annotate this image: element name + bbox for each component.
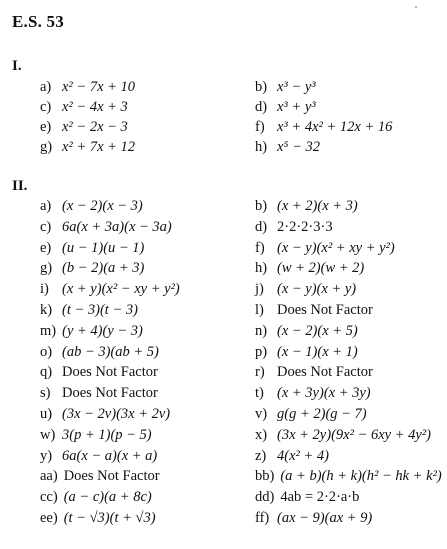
item-label: ff) [255, 510, 270, 526]
exercise-item [255, 469, 442, 484]
item-label: g) [40, 139, 53, 155]
item-expression: (3x + 2y)(9x² − 6xy + 4y²) [277, 426, 431, 443]
exercise-item [40, 140, 135, 155]
item-label: m) [40, 322, 57, 339]
page-title: E.S. 53 [12, 12, 64, 31]
item-label: t) [255, 385, 264, 402]
exercise-item [40, 469, 160, 484]
item-label: b) [255, 79, 268, 95]
item-label: ee) [40, 510, 58, 526]
item-label: f) [255, 119, 265, 135]
exercise-item [40, 199, 143, 214]
item-expression: (x − 2)(x + 5) [277, 322, 358, 339]
item-expression: (x + 2)(x + 3) [277, 198, 358, 214]
item-label: n) [255, 322, 268, 339]
item-label: y) [40, 447, 53, 464]
item-expression: x⁵ − 32 [277, 139, 321, 155]
exercise-item [255, 449, 329, 464]
item-expression: Does Not Factor [277, 364, 373, 381]
item-expression: (a + b)(h + k)(h² − hk + k²) [280, 468, 442, 485]
exercise-item [255, 199, 358, 214]
item-label: o) [40, 343, 53, 360]
item-label: aa) [40, 468, 58, 485]
item-label: a) [40, 79, 52, 95]
exercise-item [255, 365, 373, 380]
item-label: e) [40, 239, 52, 256]
exercise-item [255, 261, 364, 276]
exercise-item [255, 282, 356, 297]
item-expression: (x + y)(x² − xy + y²) [62, 281, 180, 298]
exercise-item [40, 220, 172, 235]
item-expression: (w + 2)(w + 2) [277, 260, 365, 277]
exercise-item [40, 282, 180, 297]
item-label: w) [40, 426, 56, 443]
exercise-item [255, 100, 316, 115]
item-expression: (x − 2)(x − 3) [62, 198, 143, 214]
item-expression: Does Not Factor [62, 364, 158, 381]
item-expression: (t − √3)(t + √3) [63, 510, 156, 526]
exercise-item [40, 241, 144, 256]
exercise-item [40, 80, 135, 95]
item-expression: (x − 1)(x + 1) [277, 343, 358, 360]
item-label: u) [40, 406, 53, 422]
exercise-item [40, 511, 156, 526]
item-label: c) [40, 218, 52, 235]
item-label: l) [255, 302, 264, 318]
item-label: c) [40, 99, 52, 115]
item-expression: 6a(x + 3a)(x − 3a) [62, 218, 172, 235]
exercise-item [255, 140, 320, 155]
exercise-item [40, 303, 138, 318]
item-label: bb) [255, 468, 275, 485]
item-label: j) [255, 281, 264, 298]
item-expression: 4ab = 2·2·a·b [280, 489, 360, 506]
item-expression: x³ + 4x² + 12x + 16 [277, 119, 393, 135]
item-label: d) [255, 218, 268, 235]
item-expression: (y + 4)(y − 3) [62, 322, 143, 339]
item-expression: x² − 7x + 10 [62, 79, 136, 95]
item-label: s) [40, 385, 51, 402]
exercise-item [40, 345, 159, 360]
exercise-item [255, 80, 316, 95]
exercise-item [255, 220, 333, 235]
exercise-item [40, 100, 128, 115]
item-label: cc) [40, 489, 58, 506]
item-expression: (x + 3y)(x + 3y) [277, 385, 371, 402]
exercise-item [40, 428, 152, 443]
exercise-item [255, 120, 392, 135]
item-label: f) [255, 239, 265, 256]
item-label: r) [255, 364, 265, 381]
item-label: i) [40, 281, 49, 298]
item-expression: 4(x² + 4) [277, 447, 329, 464]
item-expression: x² − 4x + 3 [62, 99, 128, 115]
item-expression: (x − y)(x² + xy + y²) [277, 239, 395, 256]
item-label: p) [255, 343, 268, 360]
item-label: d) [255, 99, 268, 115]
exercise-item [40, 261, 144, 276]
item-label: b) [255, 198, 268, 214]
item-label: dd) [255, 489, 275, 506]
item-label: a) [40, 198, 52, 214]
item-expression: (b − 2)(a + 3) [62, 260, 145, 277]
item-label: v) [255, 406, 268, 422]
item-expression: x³ + y³ [277, 99, 316, 115]
item-label: h) [255, 260, 268, 277]
exercise-item [255, 511, 372, 526]
section-numeral: I. [12, 58, 22, 74]
exercise-item [255, 428, 431, 443]
item-expression: 2·2·2·3·3 [277, 218, 333, 235]
section-numeral: II. [12, 178, 28, 194]
item-expression: Does Not Factor [62, 385, 158, 402]
item-label: k) [40, 302, 53, 318]
exercise-item [40, 449, 157, 464]
exercise-item [255, 241, 395, 256]
item-expression: (a − c)(a + 8c) [63, 489, 152, 506]
item-expression: (u − 1)(u − 1) [62, 239, 145, 256]
item-expression: (3x − 2v)(3x + 2v) [62, 406, 171, 422]
exercise-item [255, 324, 358, 339]
exercise-item [40, 365, 158, 380]
exercise-item [40, 386, 158, 401]
item-expression: 6a(x − a)(x + a) [62, 447, 158, 464]
exercise-item [255, 303, 373, 318]
item-expression: 3(p + 1)(p − 5) [62, 426, 152, 443]
speck-mark [415, 6, 417, 8]
item-label: q) [40, 364, 53, 381]
item-expression: Does Not Factor [277, 302, 373, 318]
item-label: e) [40, 119, 52, 135]
exercise-item [40, 120, 128, 135]
item-expression: Does Not Factor [63, 468, 160, 485]
item-expression: (x − y)(x + y) [277, 281, 357, 298]
exercise-item [40, 407, 170, 422]
exercise-item [255, 490, 359, 505]
item-expression: (ab − 3)(ab + 5) [62, 343, 159, 360]
item-expression: g(g + 2)(g − 7) [277, 406, 367, 422]
item-expression: x³ − y³ [277, 79, 316, 95]
exercise-item [255, 386, 371, 401]
item-expression: x² − 2x − 3 [62, 119, 128, 135]
item-expression: x² + 7x + 12 [62, 139, 136, 155]
item-label: x) [255, 426, 268, 443]
exercise-item [40, 490, 152, 505]
item-label: h) [255, 139, 268, 155]
item-expression: (ax − 9)(ax + 9) [277, 510, 373, 526]
exercise-item [255, 407, 367, 422]
item-label: z) [255, 447, 267, 464]
item-label: g) [40, 260, 53, 277]
exercise-item [255, 345, 358, 360]
item-expression: (t − 3)(t − 3) [62, 302, 138, 318]
exercise-item [40, 324, 143, 339]
